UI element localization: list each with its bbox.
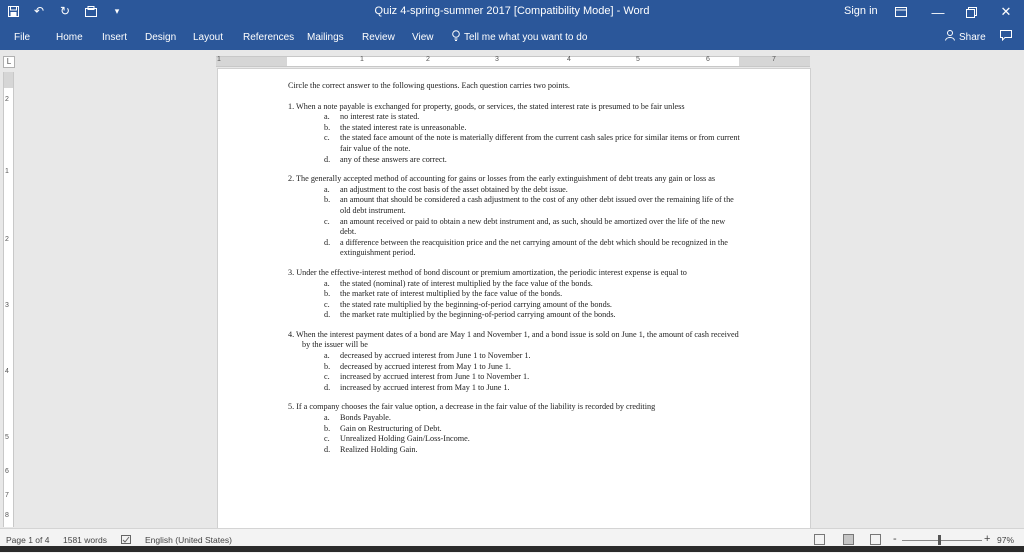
option-text: any of these answers are correct.	[340, 154, 447, 164]
question-item	[288, 174, 743, 259]
ruler-number: 7	[5, 492, 9, 499]
answer-option	[324, 445, 743, 456]
option-letter: a.	[324, 112, 330, 122]
question-item	[288, 268, 743, 321]
ribbon-display-options-icon[interactable]	[886, 0, 916, 24]
sign-in-link[interactable]: Sign in	[844, 5, 878, 17]
ruler-number: 6	[5, 468, 9, 475]
zoom-slider[interactable]	[902, 540, 982, 541]
lightbulb-icon	[452, 30, 460, 44]
answer-option	[324, 413, 743, 424]
option-text: increased by accrued interest from May 1 to June 1.	[340, 382, 510, 392]
question-body: The generally accepted method of accounting for gains or losses from the early extinguishment of debt treats any gain or loss as	[296, 174, 716, 184]
answer-options	[288, 413, 743, 455]
question-text	[288, 402, 743, 413]
answer-option	[324, 155, 743, 166]
answer-option	[324, 217, 743, 238]
option-letter: b.	[324, 423, 331, 433]
restore-icon[interactable]	[956, 0, 986, 24]
question-number: 5.	[288, 402, 295, 412]
ruler-number: 4	[567, 56, 571, 63]
option-letter: d.	[324, 237, 331, 247]
zoom-slider-thumb[interactable]	[938, 535, 941, 545]
ruler-number: 1	[217, 56, 221, 63]
customize-qat-icon[interactable]: ▾	[114, 5, 120, 16]
left-margin-area	[216, 57, 287, 66]
question-item	[288, 330, 743, 394]
tab-references[interactable]: References	[243, 32, 295, 43]
window-title: Quiz 4-spring-summer 2017 [Compatibility Mode] - Word	[374, 5, 650, 17]
option-text: the market rate of interest multiplied by the face value of the bonds.	[340, 289, 563, 299]
option-letter: a.	[324, 413, 330, 423]
question-number: 3.	[288, 267, 295, 277]
zoom-level[interactable]: 97%	[997, 535, 1015, 545]
question-body: When the interest payment dates of a bond are May 1 and November 1, and a bond issue is sold on June 1, the amount of cash received by the issuer will be	[296, 329, 739, 350]
answer-option	[324, 362, 743, 373]
option-letter: a.	[324, 278, 330, 288]
option-letter: c.	[324, 216, 330, 226]
language-indicator[interactable]: English (United States)	[145, 535, 232, 545]
ruler-number: 6	[706, 56, 710, 63]
answer-options	[288, 351, 743, 393]
option-letter: d.	[324, 382, 331, 392]
proofing-icon[interactable]	[121, 535, 131, 546]
vertical-ruler[interactable]	[3, 72, 14, 527]
print-layout-icon[interactable]	[843, 534, 854, 545]
option-text: a difference between the reacquisition price and the net carrying amount of the debt which should be recognized in the extinguishment period.	[340, 237, 728, 258]
tell-me-box[interactable]	[452, 30, 587, 44]
option-letter: c.	[324, 299, 330, 309]
option-letter: c.	[324, 434, 330, 444]
ruler-number: 2	[5, 96, 9, 103]
read-mode-icon[interactable]	[814, 534, 825, 545]
option-text: the stated face amount of the note is materially different from the current cash sales price for similar items or from current fair value of the note.	[340, 133, 740, 153]
option-letter: b.	[324, 289, 331, 299]
option-letter: d.	[324, 444, 331, 454]
ruler-number: 2	[5, 236, 9, 243]
tab-mailings[interactable]: Mailings	[307, 32, 344, 43]
zoom-in-button[interactable]: +	[984, 533, 991, 545]
tell-me-label: Tell me what you want to do	[464, 31, 588, 43]
top-margin-area	[4, 72, 13, 88]
option-text: Unrealized Holding Gain/Loss-Income.	[340, 434, 470, 444]
ruler-number: 3	[495, 56, 499, 63]
answer-option	[324, 133, 743, 154]
tab-review[interactable]: Review	[362, 32, 395, 43]
question-item	[288, 102, 743, 166]
option-text: Bonds Payable.	[340, 413, 391, 423]
ruler-number: 5	[636, 56, 640, 63]
answer-option	[324, 195, 743, 216]
ruler-area	[0, 52, 1024, 68]
question-number: 4.	[288, 329, 295, 339]
option-text: the market rate multiplied by the beginning-of-period carrying amount of the bonds.	[340, 310, 616, 320]
question-text	[288, 102, 743, 113]
option-text: no interest rate is stated.	[340, 112, 420, 122]
tab-home[interactable]: Home	[56, 32, 83, 43]
ribbon-tabs	[0, 24, 1024, 50]
close-icon[interactable]: ✕	[1000, 4, 1012, 19]
question-number: 1.	[288, 101, 295, 111]
answer-option	[324, 372, 743, 383]
taskbar-strip	[0, 546, 1024, 552]
answer-option	[324, 310, 743, 321]
option-text: decreased by accrued interest from June 1 to November 1.	[340, 351, 531, 361]
answer-option	[324, 185, 743, 196]
option-text: an amount received or paid to obtain a new debt instrument and, as such, should be amortized over the life of the new debt.	[340, 216, 726, 237]
option-letter: b.	[324, 361, 331, 371]
share-button[interactable]	[945, 30, 986, 44]
question-list	[288, 102, 743, 456]
answer-option	[324, 123, 743, 134]
minimize-icon[interactable]: —	[931, 4, 945, 20]
option-text: the stated (nominal) rate of interest multiplied by the face value of the bonds.	[340, 278, 593, 288]
answer-option	[324, 351, 743, 362]
option-letter: c.	[324, 372, 330, 382]
ruler-number: 7	[772, 56, 776, 63]
ruler-number: 1	[5, 168, 9, 175]
tab-design[interactable]: Design	[145, 32, 177, 43]
answer-option	[324, 238, 743, 259]
option-text: increased by accrued interest from June 1 to November 1.	[340, 372, 530, 382]
document-body[interactable]	[288, 81, 743, 464]
ruler-number: 1	[360, 56, 364, 63]
answer-options	[288, 185, 743, 259]
answer-option	[324, 289, 743, 300]
option-text: Realized Holding Gain.	[340, 444, 418, 454]
redo-icon[interactable]: ↻	[59, 4, 71, 18]
tab-view[interactable]: View	[412, 32, 434, 43]
option-letter: d.	[324, 310, 331, 320]
option-text: an adjustment to the cost basis of the asset obtained by the debt issue.	[340, 184, 568, 194]
question-body: If a company chooses the fair value option, a decrease in the fair value of the liability is recorded by crediting	[296, 402, 656, 412]
word-count[interactable]: 1581 words	[63, 535, 107, 545]
answer-options	[288, 112, 743, 165]
ruler-number: 5	[5, 434, 9, 441]
option-letter: b.	[324, 195, 331, 205]
comment-icon[interactable]	[1000, 30, 1012, 44]
person-icon	[945, 30, 955, 44]
answer-option	[324, 424, 743, 435]
option-text: an amount that should be considered a cash adjustment to the cost of any other debt issued over the remaining life of the old debt instrument.	[340, 195, 734, 215]
option-letter: b.	[324, 122, 331, 132]
question-item	[288, 402, 743, 455]
answer-option	[324, 279, 743, 290]
web-layout-icon[interactable]	[870, 534, 881, 545]
question-text	[288, 268, 743, 279]
option-text: Gain on Restructuring of Debt.	[340, 423, 442, 433]
ruler-number: 8	[5, 512, 9, 519]
tab-file[interactable]: File	[14, 32, 31, 43]
undo-icon[interactable]: ↶	[33, 4, 45, 18]
option-letter: d.	[324, 154, 331, 164]
tab-insert[interactable]: Insert	[102, 32, 128, 43]
tab-selector[interactable]: L	[3, 56, 15, 68]
zoom-out-button[interactable]: -	[893, 533, 897, 545]
page-count[interactable]: Page 1 of 4	[6, 535, 50, 545]
question-text	[288, 174, 743, 185]
ruler-number: 4	[5, 368, 9, 375]
share-label: Share	[959, 31, 986, 43]
question-text	[288, 330, 743, 351]
question-body: When a note payable is exchanged for property, goods, or services, the stated interest rate is presumed to be fair unless	[296, 101, 685, 111]
option-letter: a.	[324, 184, 330, 194]
title-bar	[0, 0, 1024, 24]
answer-option	[324, 434, 743, 445]
ruler-number: 3	[5, 302, 9, 309]
option-letter: a.	[324, 351, 330, 361]
tab-layout[interactable]: Layout	[193, 32, 224, 43]
option-letter: c.	[324, 133, 330, 143]
ruler-number: 2	[426, 56, 430, 63]
horizontal-ruler[interactable]	[216, 56, 810, 67]
option-text: decreased by accrued interest from May 1 to June 1.	[340, 361, 511, 371]
answer-option	[324, 112, 743, 123]
answer-option	[324, 300, 743, 311]
instructions-text: Circle the correct answer to the following questions. Each question carries two points.	[288, 81, 570, 90]
answer-option	[324, 383, 743, 394]
option-text: the stated rate multiplied by the beginning-of-period carrying amount of the bonds.	[340, 299, 612, 309]
question-number: 2.	[288, 174, 295, 184]
answer-options	[288, 279, 743, 321]
question-body: Under the effective-interest method of bond discount or premium amortization, the periodic interest expense is equal to	[296, 267, 687, 277]
option-text: the stated interest rate is unreasonable.	[340, 122, 467, 132]
document-page[interactable]	[217, 68, 811, 530]
